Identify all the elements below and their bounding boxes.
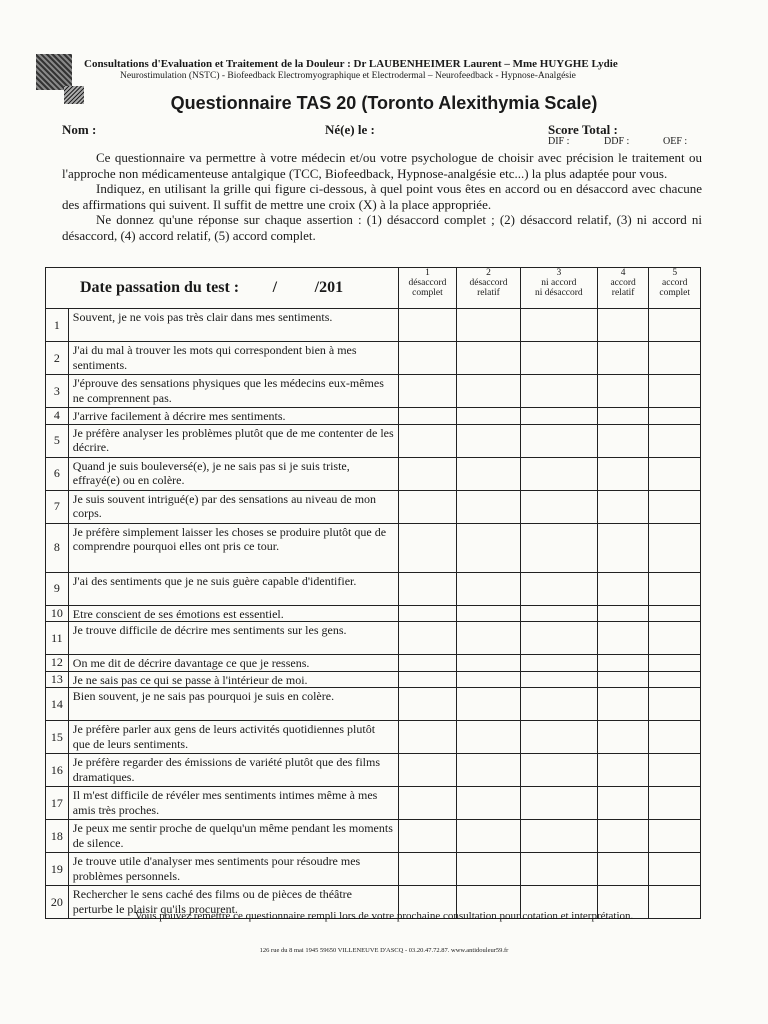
answer-cell-3[interactable] — [520, 622, 597, 655]
answer-cell-2[interactable] — [457, 605, 520, 622]
answer-cell-2[interactable] — [457, 655, 520, 672]
table-row — [46, 688, 701, 721]
answer-cell-1[interactable] — [398, 853, 457, 886]
answer-cell-1[interactable] — [398, 424, 457, 457]
instructions-paragraph-2: Indiquez, en utilisant la grille qui figure ci-dessous, à quel point vous êtes en accord ou en désaccord avec chacune des affirmations qui suivent. Il suffit de mettre une croix (X) à la place appropriée. — [62, 181, 702, 212]
footer-note: Vous pouvez remettre ce questionnaire rempli lors de votre prochaine consultation pour cotation et interprétation. — [134, 910, 634, 922]
answer-cell-5[interactable] — [649, 342, 701, 375]
answer-cell-3[interactable] — [520, 820, 597, 853]
item-statement: On me dit de décrire davantage ce que je ressens. — [68, 655, 398, 672]
item-number: 6 — [46, 457, 69, 490]
answer-cell-5[interactable] — [649, 688, 701, 721]
test-date-year: /201 — [314, 279, 344, 296]
answer-cell-4[interactable] — [597, 342, 648, 375]
answer-cell-2[interactable] — [457, 622, 520, 655]
answer-cell-4[interactable] — [597, 655, 648, 672]
item-statement: Je préfère regarder des émissions de variété plutôt que des films dramatiques. — [68, 754, 398, 787]
answer-cell-3[interactable] — [520, 721, 597, 754]
answer-cell-2[interactable] — [457, 787, 520, 820]
column-header-3: 3 ni accord ni désaccord — [520, 268, 597, 309]
answer-cell-3[interactable] — [520, 688, 597, 721]
item-statement: Je préfère simplement laisser les choses se produire plutôt que de comprendre pourquoi elles ont pris ce tour. — [68, 523, 398, 572]
score-total-label: Score Total : — [548, 122, 618, 137]
answer-cell-5[interactable] — [649, 622, 701, 655]
answer-cell-3[interactable] — [520, 605, 597, 622]
table-row — [46, 572, 701, 605]
item-number: 13 — [46, 671, 69, 688]
answer-cell-2[interactable] — [457, 457, 520, 490]
answer-cell-5[interactable] — [649, 490, 701, 523]
table-row — [46, 655, 701, 672]
answer-cell-5[interactable] — [649, 605, 701, 622]
answer-cell-4[interactable] — [597, 424, 648, 457]
answer-cell-2[interactable] — [457, 523, 520, 572]
item-statement: Souvent, je ne vois pas très clair dans mes sentiments. — [68, 309, 398, 342]
item-number: 18 — [46, 820, 69, 853]
answer-cell-1[interactable] — [398, 309, 457, 342]
answer-cell-2[interactable] — [457, 853, 520, 886]
item-number: 20 — [46, 886, 69, 919]
answer-cell-4[interactable] — [597, 787, 648, 820]
answer-cell-4[interactable] — [597, 671, 648, 688]
item-statement: Je préfère parler aux gens de leurs activités quotidiennes plutôt que de leurs sentiments. — [68, 721, 398, 754]
item-statement: J'éprouve des sensations physiques que les médecins eux-mêmes ne comprennent pas. — [68, 375, 398, 408]
answer-cell-1[interactable] — [398, 457, 457, 490]
answer-cell-2[interactable] — [457, 820, 520, 853]
table-row — [46, 820, 701, 853]
answer-cell-1[interactable] — [398, 655, 457, 672]
answer-cell-3[interactable] — [520, 342, 597, 375]
item-statement: Je peux me sentir proche de quelqu'un même pendant les moments de silence. — [68, 820, 398, 853]
table-row — [46, 671, 701, 688]
answer-cell-5[interactable] — [649, 853, 701, 886]
item-statement: Je trouve difficile de décrire mes sentiments sur les gens. — [68, 622, 398, 655]
answer-cell-1[interactable] — [398, 572, 457, 605]
answer-cell-3[interactable] — [520, 309, 597, 342]
table-row — [46, 605, 701, 622]
page-title: Questionnaire TAS 20 (Toronto Alexithymia Scale) — [170, 93, 598, 113]
answer-cell-5[interactable] — [649, 408, 701, 425]
answer-cell-3[interactable] — [520, 424, 597, 457]
answer-cell-5[interactable] — [649, 523, 701, 572]
answer-cell-4[interactable] — [597, 622, 648, 655]
table-row — [46, 375, 701, 408]
item-statement: Je suis souvent intrigué(e) par des sensations au niveau de mon corps. — [68, 490, 398, 523]
instructions-paragraph-3: Ne donnez qu'une réponse sur chaque assertion : (1) désaccord complet ; (2) désaccord relatif, (3) ni accord ni désaccord, (4) accord relatif, (5) accord complet. — [62, 212, 702, 243]
answer-cell-2[interactable] — [457, 424, 520, 457]
item-statement: Bien souvent, je ne sais pas pourquoi je suis en colère. — [68, 688, 398, 721]
item-statement: Rechercher le sens caché des films ou de pièces de théâtre perturbe le plaisir qu'ils procurent. — [68, 886, 398, 919]
answer-cell-4[interactable] — [597, 820, 648, 853]
answer-cell-5[interactable] — [649, 671, 701, 688]
table-row — [46, 309, 701, 342]
table-row — [46, 754, 701, 787]
answer-cell-2[interactable] — [457, 688, 520, 721]
table-row — [46, 721, 701, 754]
item-number: 10 — [46, 605, 69, 622]
item-number: 4 — [46, 408, 69, 425]
item-statement: J'ai du mal à trouver les mots qui correspondent bien à mes sentiments. — [68, 342, 398, 375]
table-row — [46, 424, 701, 457]
answer-cell-2[interactable] — [457, 375, 520, 408]
answer-cell-2[interactable] — [457, 342, 520, 375]
ddf-label: DDF : — [604, 136, 630, 147]
answer-cell-3[interactable] — [520, 671, 597, 688]
answer-cell-2[interactable] — [457, 671, 520, 688]
answer-cell-1[interactable] — [398, 671, 457, 688]
item-number: 3 — [46, 375, 69, 408]
answer-cell-2[interactable] — [457, 408, 520, 425]
table-row — [46, 787, 701, 820]
item-statement: Etre conscient de ses émotions est essentiel. — [68, 605, 398, 622]
answer-cell-2[interactable] — [457, 754, 520, 787]
answer-cell-3[interactable] — [520, 375, 597, 408]
item-number: 16 — [46, 754, 69, 787]
answer-cell-5[interactable] — [649, 820, 701, 853]
answer-cell-1[interactable] — [398, 787, 457, 820]
item-statement: Je ne sais pas ce qui se passe à l'intérieur de moi. — [68, 671, 398, 688]
answer-cell-5[interactable] — [649, 787, 701, 820]
column-header-4: 4 accord relatif — [597, 268, 648, 309]
answer-cell-3[interactable] — [520, 572, 597, 605]
answer-cell-3[interactable] — [520, 523, 597, 572]
item-number: 15 — [46, 721, 69, 754]
table-row — [46, 853, 701, 886]
item-number: 7 — [46, 490, 69, 523]
item-number: 1 — [46, 309, 69, 342]
answer-cell-1[interactable] — [398, 622, 457, 655]
answer-cell-3[interactable] — [520, 787, 597, 820]
table-row — [46, 622, 701, 655]
answer-cell-1[interactable] — [398, 490, 457, 523]
table-header-row — [46, 268, 701, 309]
table-row — [46, 342, 701, 375]
table-row — [46, 457, 701, 490]
item-number: 9 — [46, 572, 69, 605]
answer-cell-3[interactable] — [520, 457, 597, 490]
answer-cell-1[interactable] — [398, 605, 457, 622]
item-number: 8 — [46, 523, 69, 572]
item-number: 17 — [46, 787, 69, 820]
answer-cell-2[interactable] — [457, 490, 520, 523]
item-statement: Je préfère analyser les problèmes plutôt que de me contenter de les décrire. — [68, 424, 398, 457]
questionnaire-table — [45, 267, 701, 919]
answer-cell-3[interactable] — [520, 853, 597, 886]
item-statement: Il m'est difficile de révéler mes sentiments intimes même à mes amis très proches. — [68, 787, 398, 820]
answer-cell-3[interactable] — [520, 490, 597, 523]
answer-cell-4[interactable] — [597, 523, 648, 572]
answer-cell-4[interactable] — [597, 754, 648, 787]
item-number: 14 — [46, 688, 69, 721]
dif-label: DIF : — [548, 136, 570, 147]
answer-cell-4[interactable] — [597, 605, 648, 622]
column-header-1: 1 désaccord complet — [398, 268, 457, 309]
table-row — [46, 523, 701, 572]
item-number: 19 — [46, 853, 69, 886]
answer-cell-1[interactable] — [398, 408, 457, 425]
header-line-2: Neurostimulation (NSTC) - Biofeedback Electromyographique et Electrodermal – Neurofeedback - Hypnose-Analgésie — [120, 71, 576, 81]
answer-cell-1[interactable] — [398, 754, 457, 787]
answer-cell-5[interactable] — [649, 655, 701, 672]
logo-mark-large — [36, 54, 72, 90]
answer-cell-5[interactable] — [649, 457, 701, 490]
answer-cell-1[interactable] — [398, 375, 457, 408]
answer-cell-1[interactable] — [398, 688, 457, 721]
column-header-5: 5 accord complet — [649, 268, 701, 309]
answer-cell-4[interactable] — [597, 490, 648, 523]
answer-cell-3[interactable] — [520, 408, 597, 425]
answer-cell-1[interactable] — [398, 523, 457, 572]
item-statement: Je trouve utile d'analyser mes sentiments pour résoudre mes problèmes personnels. — [68, 853, 398, 886]
item-number: 12 — [46, 655, 69, 672]
answer-cell-4[interactable] — [597, 688, 648, 721]
answer-cell-5[interactable] — [649, 309, 701, 342]
test-date-label: Date passation du test : — [80, 279, 240, 296]
item-number: 11 — [46, 622, 69, 655]
answer-cell-5[interactable] — [649, 721, 701, 754]
answer-cell-4[interactable] — [597, 457, 648, 490]
answer-cell-4[interactable] — [597, 572, 648, 605]
clinic-address: 126 rue du 8 mai 1945 59650 VILLENEUVE D'ASCQ - 03.20.47.72.87. www.antidouleur59.fr — [259, 947, 509, 954]
answer-cell-4[interactable] — [597, 309, 648, 342]
item-number: 5 — [46, 424, 69, 457]
answer-cell-1[interactable] — [398, 721, 457, 754]
answer-cell-5[interactable] — [649, 424, 701, 457]
answer-cell-2[interactable] — [457, 572, 520, 605]
oef-label: OEF : — [663, 136, 688, 147]
item-statement: J'ai des sentiments que je ne suis guère capable d'identifier. — [68, 572, 398, 605]
answer-cell-2[interactable] — [457, 309, 520, 342]
header-line-1: Consultations d'Evaluation et Traitement de la Douleur : Dr LAUBENHEIMER Laurent – Mme HUYGHE Lydie — [84, 58, 618, 70]
answer-cell-5[interactable] — [649, 754, 701, 787]
column-header-2: 2 désaccord relatif — [457, 268, 520, 309]
item-statement: Quand je suis bouleversé(e), je ne sais pas si je suis triste, effrayé(e) ou en colère. — [68, 457, 398, 490]
test-date-header — [46, 268, 399, 309]
table-row — [46, 408, 701, 425]
answer-cell-2[interactable] — [457, 721, 520, 754]
answer-cell-5[interactable] — [649, 375, 701, 408]
item-statement: J'arrive facilement à décrire mes sentiments. — [68, 408, 398, 425]
answer-cell-3[interactable] — [520, 754, 597, 787]
table-row — [46, 490, 701, 523]
answer-cell-4[interactable] — [597, 853, 648, 886]
answer-cell-4[interactable] — [597, 721, 648, 754]
answer-cell-4[interactable] — [597, 408, 648, 425]
item-number: 2 — [46, 342, 69, 375]
answer-cell-1[interactable] — [398, 820, 457, 853]
instructions-paragraph-1: Ce questionnaire va permettre à votre médecin et/ou votre psychologue de choisir avec précision le traitement ou l'approche non médicamenteuse antalgique (TCC, Biofeedback, Hypnose-analgésie etc...) la plus adaptée pour vous. — [62, 150, 702, 181]
answer-cell-5[interactable] — [649, 572, 701, 605]
answer-cell-3[interactable] — [520, 655, 597, 672]
nom-field-label: Nom : — [62, 122, 97, 137]
answer-cell-4[interactable] — [597, 375, 648, 408]
test-date-slash: / — [272, 279, 278, 296]
answer-cell-1[interactable] — [398, 342, 457, 375]
birthdate-field-label: Né(e) le : — [325, 122, 375, 137]
instructions — [62, 150, 702, 243]
